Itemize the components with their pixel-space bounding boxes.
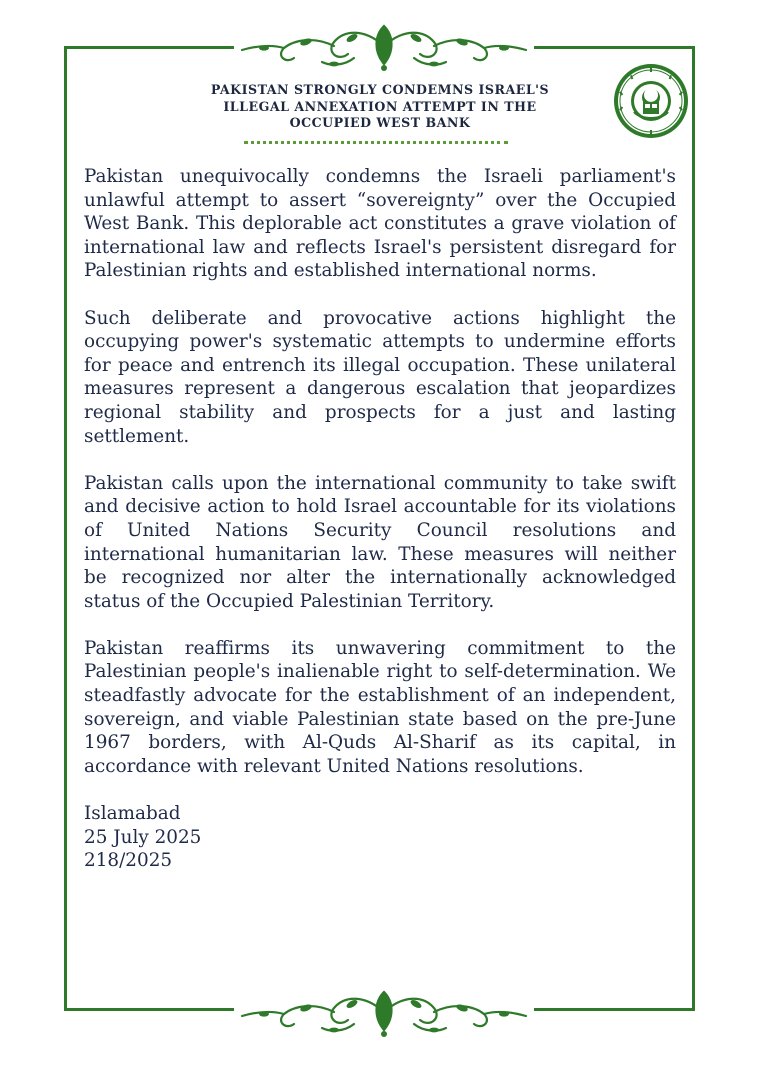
ministry-seal xyxy=(612,62,690,140)
ministry-seal-icon xyxy=(612,62,690,140)
title-dotted-divider xyxy=(244,141,508,144)
floral-ornament-icon xyxy=(234,18,534,74)
paragraph-3: Pakistan calls upon the international community to take swift and decisive action to hold Israel accountable for its violations of United Nations Security Council resolutions and international humanitarian law. These measures will neither be recognized nor alter the internationally acknowledged status of the Occupied Palestinian Territory. xyxy=(84,472,676,612)
paragraph-2: Such deliberate and provocative actions highlight the occupying power's systematic attempts to undermine efforts for peace and entrench its illegal occupation. These unilateral measures represent a dangerous escalation that jeopardizes regional stability and prospects for a just and lasting settlement. xyxy=(84,307,676,447)
bottom-floral-ornament xyxy=(234,984,534,1040)
top-floral-ornament xyxy=(234,18,534,74)
signoff-block xyxy=(84,802,676,873)
press-release-title xyxy=(170,82,590,132)
signoff-reference: 218/2025 xyxy=(84,850,173,872)
paragraph-4: Pakistan reaffirms its unwavering commitment to the Palestinian people's inalienable right to self-determination. We steadfastly advocate for the establishment of an independent, sovereign, and viable Palestinian state based on the pre-June 1967 borders, with Al-Quds Al-Sharif as its capital, in accordance with relevant United Nations resolutions. xyxy=(84,637,676,777)
paragraph-1: Pakistan unequivocally condemns the Israeli parliament's unlawful attempt to assert “sovereignty” over the Occupied West Bank. This deplorable act constitutes a grave violation of international law and reflects Israel's persistent disregard for Palestinian rights and established international norms. xyxy=(84,166,676,282)
signoff-place: Islamabad xyxy=(84,803,181,825)
title-line-2: ILLEGAL ANNEXATION ATTEMPT IN THE xyxy=(223,98,537,114)
title-line-3: OCCUPIED WEST BANK xyxy=(289,115,471,130)
press-release-body xyxy=(84,165,676,873)
floral-ornament-icon xyxy=(234,984,534,1040)
signoff-date: 25 July 2025 xyxy=(84,826,202,848)
title-line-1: PAKISTAN STRONGLY CONDEMNS ISRAEL'S xyxy=(210,82,550,97)
